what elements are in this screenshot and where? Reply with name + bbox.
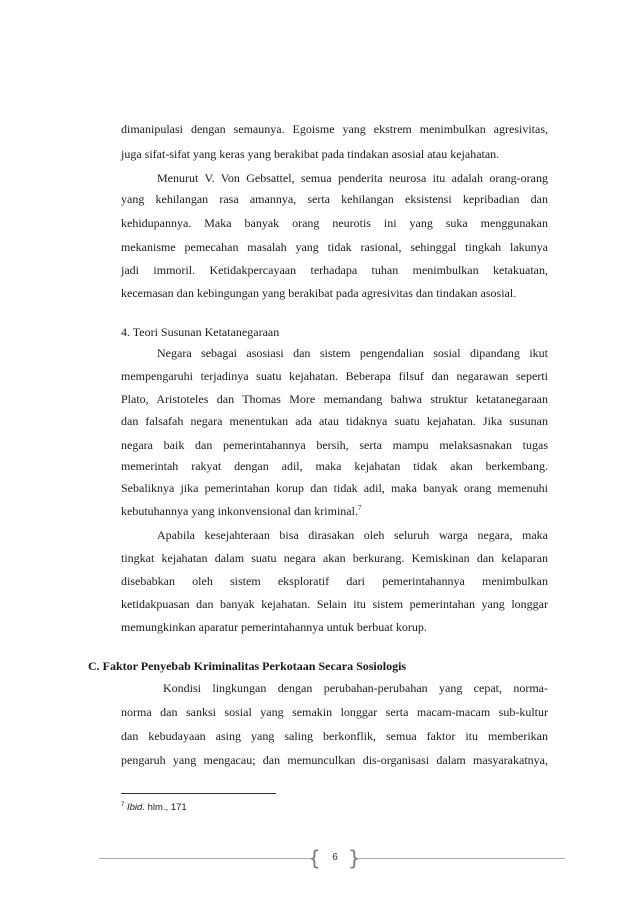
body-line: juga sifat-sifat yang keras yang berakibat pada tindakan asosial atau kejahatan.	[121, 147, 500, 161]
footnote-marker: 7	[121, 801, 125, 808]
body-line: Apabila kesejahteraan bisa dirasakan oleh seluruh warga negara, maka	[157, 528, 548, 542]
footnote-citation: . hlm., 171	[142, 802, 187, 813]
body-line: negara baik dan pemerintahannya bersih, serta mampu melaksasnakan tugas	[121, 438, 548, 452]
footnote	[121, 802, 187, 814]
body-line: mekanisme pemecahan masalah yang tidak rasional, sehinggal tingkah lakunya	[121, 240, 548, 254]
body-line: disebabkan oleh sistem eksploratif dari pemerintahannya menimbulkan	[121, 574, 548, 588]
body-line	[121, 503, 548, 519]
body-line: norma dan sanksi sosial yang semakin longgar serta macam-macam sub-kultur	[121, 705, 548, 719]
body-line: Negara sebagai asosiasi dan sistem pengendalian sosial dipandang ikut	[157, 346, 548, 360]
body-line: jadi immoril. Ketidakpercayaan terhadapa tuhan menimbulkan ketakuatan,	[121, 263, 548, 277]
footnote-separator	[121, 793, 276, 794]
body-line: mempengaruhi terjadinya suatu kejahatan. Beberapa filsuf dan negarawan seperti	[121, 369, 548, 383]
section-heading: C. Faktor Penyebab Kriminalitas Perkotaan Secara Sosiologis	[88, 659, 407, 673]
body-line: ketidakpuasan dan banyak kejahatan. Selain itu sistem pemerintahan yang longgar	[121, 597, 548, 611]
body-line: dan falsafah negara menentukan ada atau tidaknya suatu kejahatan. Jika susunan	[121, 414, 548, 428]
body-line: Menurut V. Von Gebsattel, semua penderita neurosa itu adalah orang-orang	[157, 171, 548, 185]
body-line: dan kebudayaan asing yang saling berkonflik, semua faktor itu memberikan	[121, 729, 548, 743]
body-line: pengaruh yang mengacau; dan memunculkan dis-organisasi dalam masyarakatnya,	[121, 753, 548, 767]
body-line: kehidupannya. Maka banyak orang neurotis ini yang suka menggunakan	[121, 216, 548, 230]
body-line: memungkinkan aparatur pemerintahannya untuk berbuat korup.	[121, 620, 427, 634]
body-line: memerintah rakyat dengan adil, maka kejahatan tidak akan berkembang.	[121, 459, 548, 473]
body-line: tingkat kejahatan dalam suatu negara akan berkurang. Kemiskinan dan kelaparan	[121, 551, 548, 565]
body-line-text: kebutuhannya yang inkonvensional dan kriminal.	[121, 504, 358, 518]
body-line: kecemasan dan kebingungan yang berakibat pada agresivitas dan tindakan asosial.	[121, 286, 517, 300]
footer-brace-right: }	[348, 846, 361, 870]
footer-brace-left: {	[308, 846, 321, 870]
footnote-ibid: Ibid	[126, 802, 143, 813]
body-line: Plato, Aristoteles dan Thomas More memandang bahwa struktur ketatanegaraan	[121, 392, 548, 406]
section-heading: 4. Teori Susunan Ketatanegaraan	[121, 325, 280, 339]
body-line: dimanipulasi dengan semaunya. Egoisme yang ekstrem menimbulkan agresivitas,	[121, 122, 548, 136]
footer-rule-left	[99, 858, 310, 859]
body-line: yang kehilangan rasa amannya, serta kehilangan eksistensi kepribadian dan	[121, 192, 548, 206]
page-number: 6	[332, 852, 338, 863]
body-line: Sebaliknya jika pemerintahan korup dan tidak adil, maka banyak orang memenuhi	[121, 481, 548, 495]
body-line: Kondisi lingkungan dengan perubahan-perubahan yang cepat, norma-	[163, 681, 548, 695]
footnote-reference[interactable]: 7	[357, 504, 362, 512]
footer-rule-right	[357, 858, 565, 859]
